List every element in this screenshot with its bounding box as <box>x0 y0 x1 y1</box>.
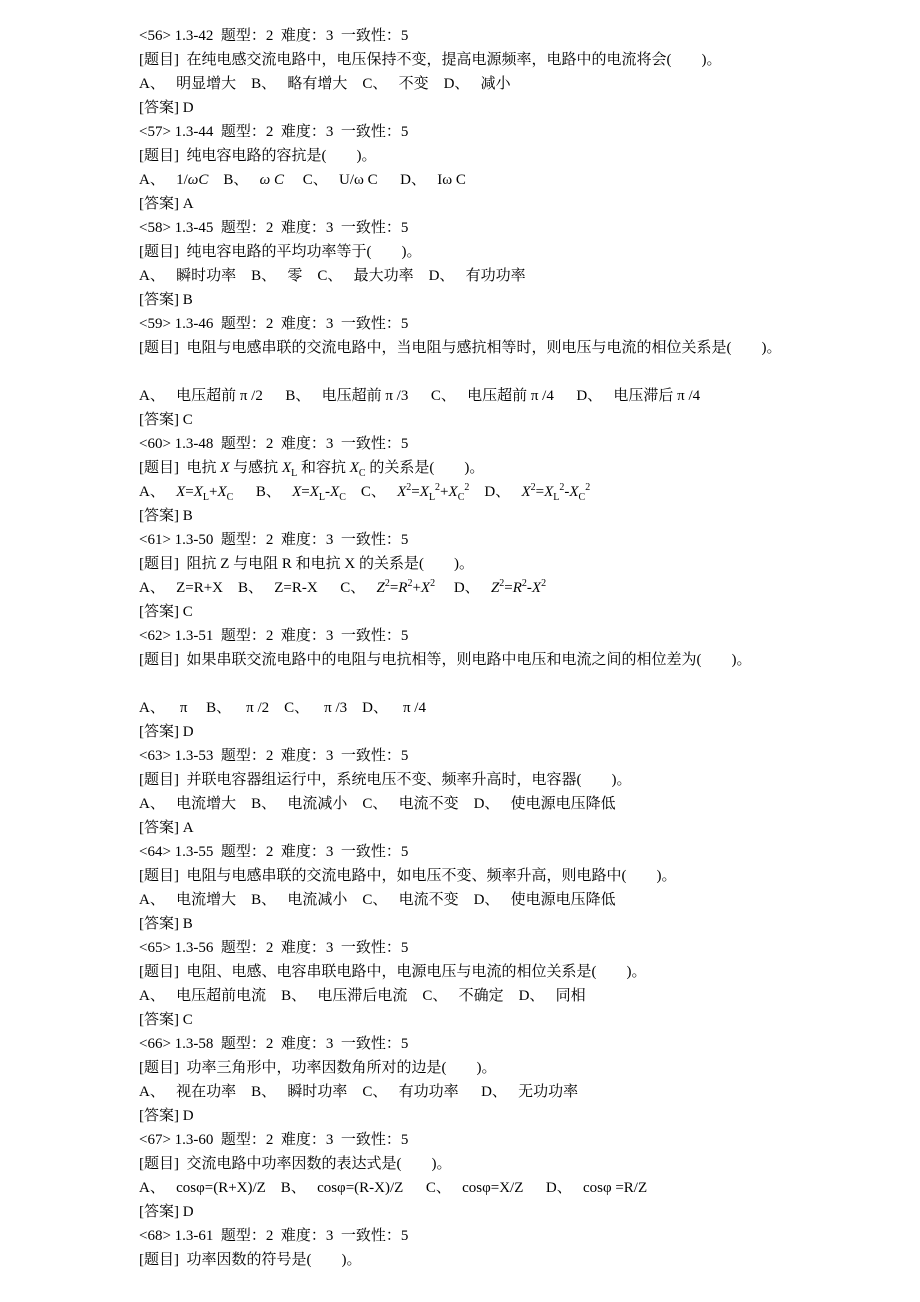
text-line: A、 电压超前 π /2 B、 电压超前 π /3 C、 电压超前 π /4 D、 电压滞后 π /4 <box>139 388 701 404</box>
text-line: [答案] C <box>139 412 193 428</box>
text-line: [答案] A <box>139 820 194 836</box>
text-line: <61> 1.3-50 题型：2 难度：3 一致性：5 <box>139 532 409 548</box>
text-line: A、 Z=R+X B、 Z=R-X C、 $Z^2=R^2+X^2$ D、 $Z^2=R^2-X^2$ <box>139 578 547 596</box>
text-line: [答案] A <box>139 196 194 212</box>
text-line: [答案] C <box>139 1012 193 1028</box>
text-line: A、 $X=X_L+X_C$ B、 $X=X_L-X_C$ C、 $X^2=X_L^2+X_C^2$ D、 $X^2=X_L^2-X_C^2$ <box>139 482 591 503</box>
text-line: <67> 1.3-60 题型：2 难度：3 一致性：5 <box>139 1132 409 1148</box>
text-line: [答案] D <box>139 1108 194 1124</box>
text-line: <62> 1.3-51 题型：2 难度：3 一致性：5 <box>139 628 409 644</box>
text-line: <57> 1.3-44 题型：2 难度：3 一致性：5 <box>139 124 409 140</box>
text-line: <65> 1.3-56 题型：2 难度：3 一致性：5 <box>139 940 409 956</box>
text-line: [题目] 阻抗 Z 与电阻 R 和电抗 X 的关系是( )。 <box>139 556 474 572</box>
text-line: [题目] 在纯电感交流电路中，电压保持不变，提高电源频率，电路中的电流将会( )。 <box>139 52 722 68</box>
text-line: <56> 1.3-42 题型：2 难度：3 一致性：5 <box>139 28 409 44</box>
text-line: [题目] 纯电容电路的平均功率等于( )。 <box>139 244 422 260</box>
text-line: [答案] B <box>139 508 193 524</box>
text-line: <63> 1.3-53 题型：2 难度：3 一致性：5 <box>139 748 409 764</box>
text-line: [题目] 交流电路中功率因数的表达式是( )。 <box>139 1156 452 1172</box>
text-line: [答案] B <box>139 916 193 932</box>
text-line: A、 π B、 π /2 C、 π /3 D、 π /4 <box>139 700 426 716</box>
text-line: [答案] D <box>139 724 194 740</box>
text-line: <59> 1.3-46 题型：2 难度：3 一致性：5 <box>139 316 409 332</box>
text-line: A、 电流增大 B、 电流减小 C、 电流不变 D、 使电源电压降低 <box>139 892 616 908</box>
text-line: A、 电压超前电流 B、 电压滞后电流 C、 不确定 D、 同相 <box>139 988 586 1004</box>
text-line: <64> 1.3-55 题型：2 难度：3 一致性：5 <box>139 844 409 860</box>
text-line: [题目] 电阻与电感串联的交流电路中，如电压不变、频率升高，则电路中( )。 <box>139 868 677 884</box>
text-line: [答案] B <box>139 292 193 308</box>
text-line: [题目] 纯电容电路的容抗是( )。 <box>139 148 377 164</box>
text-line: <60> 1.3-48 题型：2 难度：3 一致性：5 <box>139 436 409 452</box>
text-line: <68> 1.3-61 题型：2 难度：3 一致性：5 <box>139 1228 409 1244</box>
text-line: [答案] D <box>139 100 194 116</box>
text-line: [答案] C <box>139 604 193 620</box>
text-line: [题目] 功率三角形中，功率因数角所对的边是( )。 <box>139 1060 497 1076</box>
text-line: [题目] 电抗 X 与感抗 $X_L$ 和容抗 $X_C$ 的关系是( )。 <box>139 460 485 479</box>
text-line: A、 瞬时功率 B、 零 C、 最大功率 D、 有功功率 <box>139 268 526 284</box>
text-line: [题目] 功率因数的符号是( )。 <box>139 1252 362 1268</box>
text-line: <58> 1.3-45 题型：2 难度：3 一致性：5 <box>139 220 409 236</box>
text-line: [题目] 电阻与电感串联的交流电路中，当电阻与感抗相等时，则电压与电流的相位关系是( )。 <box>139 340 782 356</box>
text-line: A、 cosφ=(R+X)/Z B、 cosφ=(R-X)/Z C、 cosφ=X/Z D、 cosφ =R/Z <box>139 1180 648 1196</box>
text-line: [题目] 并联电容器组运行中，系统电压不变、频率升高时，电容器( )。 <box>139 772 632 788</box>
text-line: [答案] D <box>139 1204 194 1220</box>
text-line: A、 视在功率 B、 瞬时功率 C、 有功功率 D、 无功功率 <box>139 1084 579 1100</box>
text-line: <66> 1.3-58 题型：2 难度：3 一致性：5 <box>139 1036 409 1052</box>
text-line: [题目] 如果串联交流电路中的电阻与电抗相等，则电路中电压和电流之间的相位差为( )。 <box>139 652 752 668</box>
text-line: A、 明显增大 B、 略有增大 C、 不变 D、 减小 <box>139 76 511 92</box>
text-line: A、 1/ωC B、 ω C C、 U/ω C D、 Iω C <box>139 172 466 188</box>
text-line: [题目] 电阻、电感、电容串联电路中，电源电压与电流的相位关系是( )。 <box>139 964 647 980</box>
text-line: A、 电流增大 B、 电流减小 C、 电流不变 D、 使电源电压降低 <box>139 796 616 812</box>
